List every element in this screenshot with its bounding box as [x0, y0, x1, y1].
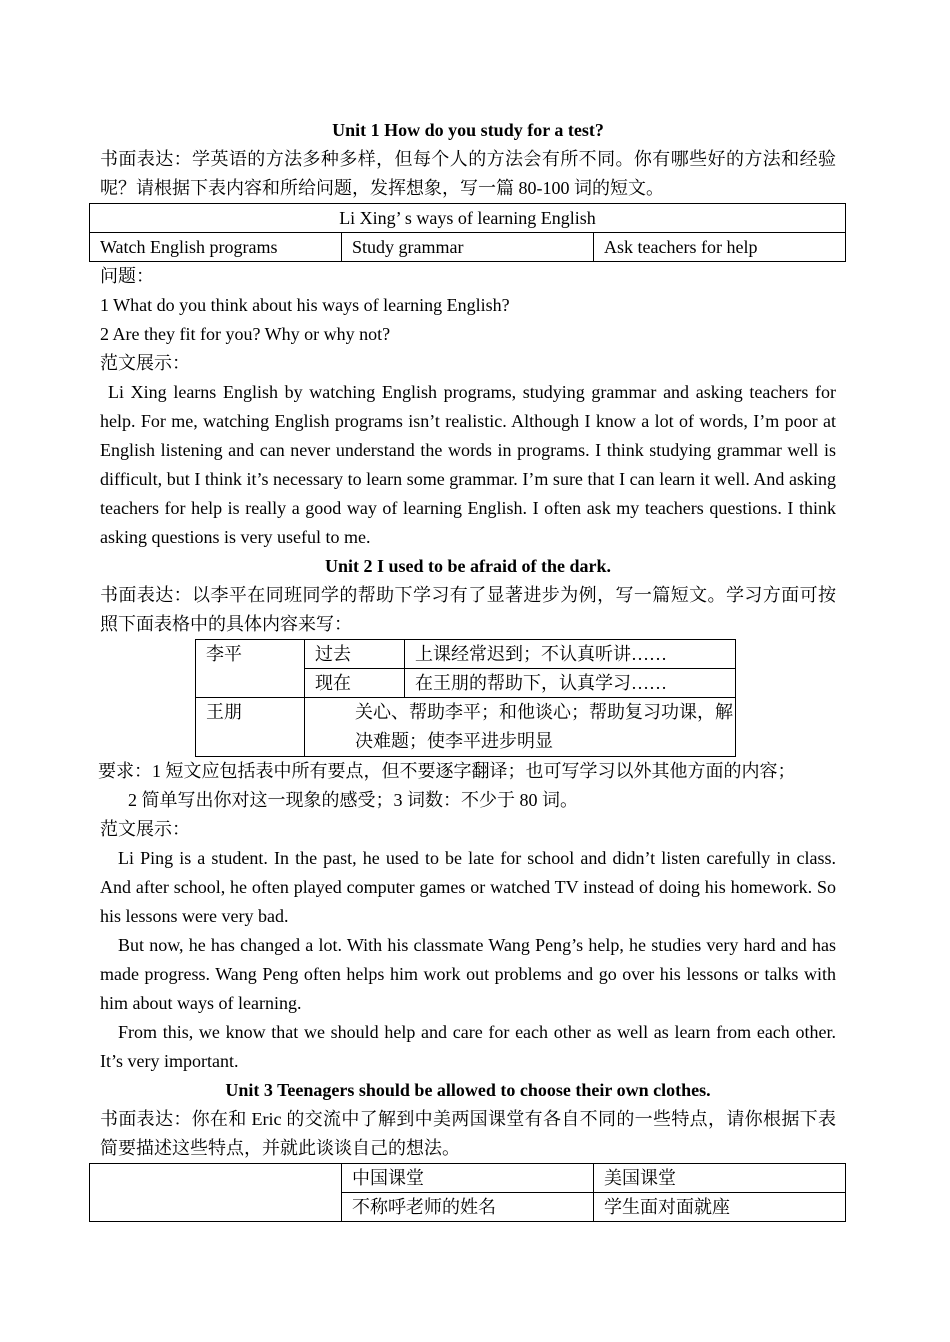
unit1-title: Unit 1 How do you study for a test?	[332, 120, 604, 140]
unit3-prompt: 书面表达：你在和 Eric 的交流中了解到中美两国课堂有各自不同的一些特点，请你根据下表简要描述这些特点，并就此谈谈自己的想法。	[100, 1109, 836, 1158]
unit2-table-li-ping: 李平	[196, 640, 305, 698]
unit2-sample-paragraph: Li Ping is a student. In the past, he used to be late for school and didn’t listen carefully in class. And after school, he often played computer games or watched TV instead of doing his homework. So his lessons were very bad.	[100, 848, 836, 926]
unit2-table-wang-text: 关心、帮助李平；和他谈心；帮助复习功课，解决难题；使李平进步明显	[305, 698, 736, 757]
unit3-table-col-china: 中国课堂	[342, 1164, 594, 1193]
unit1-question: 2 Are they fit for you? Why or why not?	[100, 324, 391, 344]
unit1-prompt: 书面表达：学英语的方法多种多样，但每个人的方法会有所不同。你有哪些好的方法和经验呢？请根据下表内容和所给问题，发挥想象，写一篇 80-100 词的短文。	[100, 149, 836, 198]
unit2-sample-paragraph: From this, we know that we should help and care for each other as well as learn from each other. It’s very important.	[100, 1022, 836, 1071]
unit3-title: Unit 3 Teenagers should be allowed to choose their own clothes.	[225, 1080, 711, 1100]
unit2-table-past-label: 过去	[305, 640, 405, 669]
unit1-question: 1 What do you think about his ways of learning English?	[100, 295, 510, 315]
unit2-table	[195, 639, 736, 757]
unit1-table-cell: Ask teachers for help	[594, 233, 846, 262]
unit2-table-now-text: 在王朋的帮助下，认真学习……	[405, 669, 736, 698]
unit2-requirement-1: 要求：1 短文应包括表中所有要点，但不要逐字翻译；也可写学习以外其他方面的内容；	[98, 761, 796, 781]
unit2-sample-label: 范文展示：	[100, 819, 190, 839]
unit3-table-col-usa: 美国课堂	[594, 1164, 846, 1193]
unit1-questions-label: 问题：	[100, 266, 154, 286]
unit2-title: Unit 2 I used to be afraid of the dark.	[324, 556, 611, 576]
unit3-table-row1-china: 不称呼老师的姓名	[342, 1193, 594, 1222]
document-page	[100, 116, 836, 1222]
unit3-table	[89, 1163, 846, 1222]
unit2-table-now-label: 现在	[305, 669, 405, 698]
unit1-sample-label: 范文展示：	[100, 353, 190, 373]
unit2-table-past-text: 上课经常迟到；不认真听讲……	[405, 640, 736, 669]
unit3-table-row1-usa: 学生面对面就座	[594, 1193, 846, 1222]
unit1-sample-essay: Li Xing learns English by watching English programs, studying grammar and asking teachers for help. For me, watching English programs isn’t realistic. Although I know a lot of words, I’m poor at English listening and can never understand the words in programs. I think studying grammar well is difficult, but I think it’s necessary to learn some grammar. I’m sure that I can learn it well. And asking teachers for help is really a good way of learning English. I often ask my teachers questions. I think asking questions is very useful to me.	[100, 382, 836, 547]
unit2-table-wang-peng: 王朋	[196, 698, 305, 757]
unit1-table-cell: Study grammar	[342, 233, 594, 262]
unit1-table-cell: Watch English programs	[90, 233, 342, 262]
unit1-table-header: Li Xing’ s ways of learning English	[90, 204, 846, 233]
unit2-sample-paragraph: But now, he has changed a lot. With his classmate Wang Peng’s help, he studies very hard and has made progress. Wang Peng often helps him work out problems and go over his lessons or talks with him about ways of learning.	[100, 935, 836, 1013]
unit2-prompt: 书面表达：以李平在同班同学的帮助下学习有了显著进步为例，写一篇短文。学习方面可按照下面表格中的具体内容来写：	[100, 585, 836, 634]
unit2-requirement-2: 2 简单写出你对这一现象的感受；3 词数：不少于 80 词。	[128, 790, 578, 810]
unit1-table	[89, 203, 846, 262]
unit3-table-blank-cell	[90, 1164, 342, 1222]
